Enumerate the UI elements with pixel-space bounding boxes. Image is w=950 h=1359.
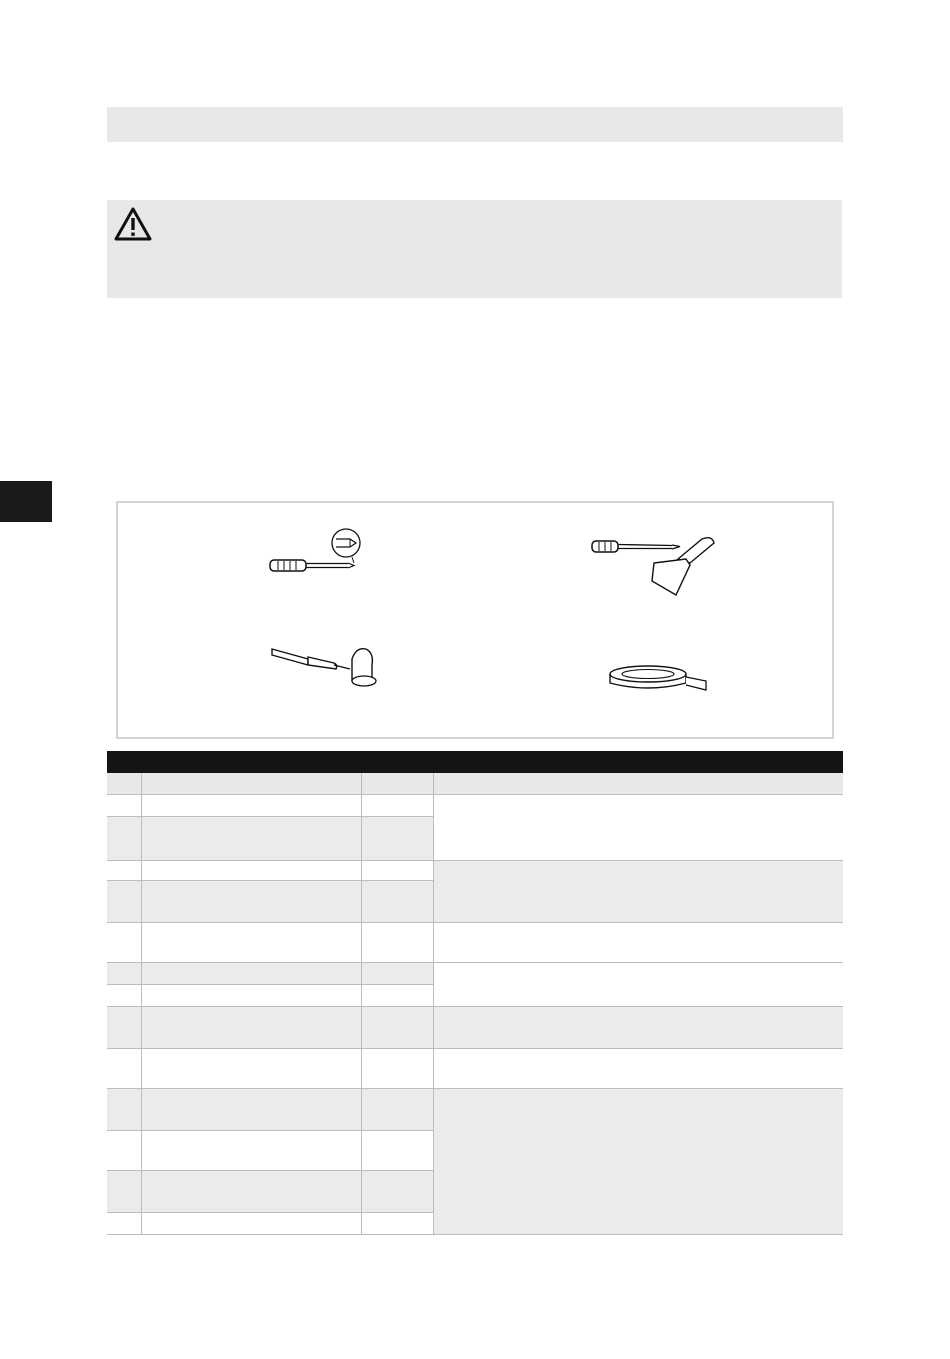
table-row	[107, 817, 434, 861]
table-row	[107, 963, 434, 985]
section-heading-band	[107, 107, 843, 142]
wrench-icon	[268, 637, 388, 693]
table-body	[107, 795, 843, 1236]
table-header	[107, 751, 843, 773]
table-column-headers	[107, 773, 843, 795]
warning-triangle-icon	[113, 206, 153, 242]
description-cell	[434, 963, 843, 1007]
description-cell	[434, 861, 843, 923]
table-row	[107, 985, 434, 1007]
description-cell	[434, 1049, 843, 1089]
chapter-side-tab	[0, 481, 52, 522]
table-row	[107, 795, 434, 817]
table-row	[107, 1171, 434, 1213]
warning-box	[107, 200, 842, 298]
table-row	[107, 1089, 434, 1131]
table-row	[107, 861, 434, 881]
table-row	[107, 923, 434, 963]
phillips-screwdriver-icon	[266, 527, 366, 579]
description-cell	[434, 795, 843, 861]
description-cell	[434, 1007, 843, 1049]
table-row	[107, 1213, 434, 1235]
parts-table	[107, 751, 843, 1236]
table-row	[107, 1007, 434, 1049]
table-row	[107, 1131, 434, 1171]
tools-illustration-frame	[116, 501, 834, 739]
flathead-screwdriver-icon	[590, 533, 720, 599]
table-row	[107, 881, 434, 923]
table-row	[107, 1049, 434, 1089]
description-cell	[434, 923, 843, 963]
description-cell	[434, 1089, 843, 1235]
insulating-tape-icon	[606, 663, 710, 693]
